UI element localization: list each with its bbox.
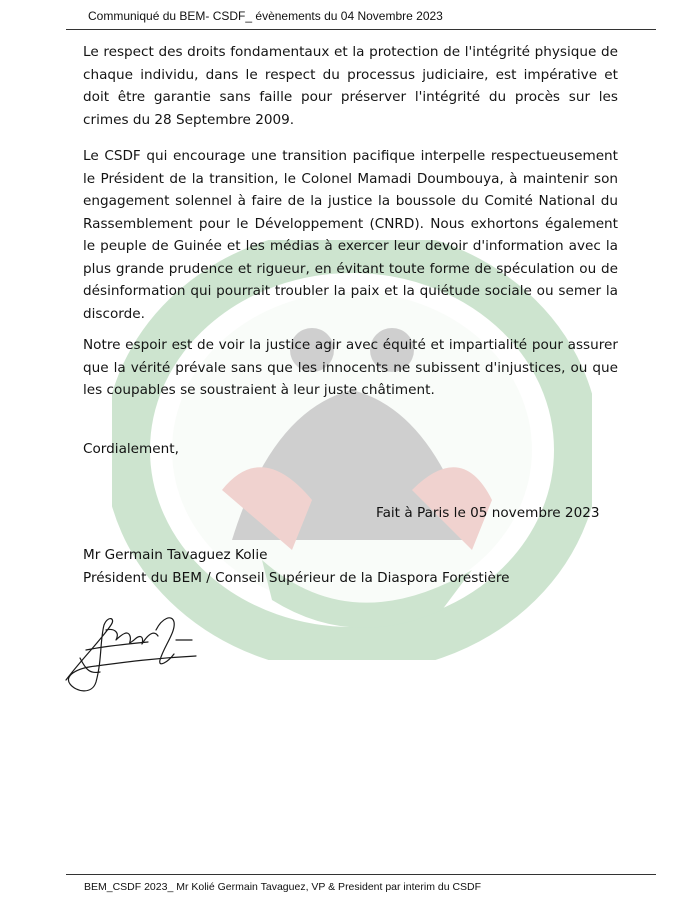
page-header-title: Communiqué du BEM- CSDF_ évènements du 04 Novembre 2023 [88, 9, 443, 23]
header-divider [66, 29, 656, 30]
signatory-title: Président du BEM / Conseil Supérieur de la Diaspora Forestière [83, 570, 510, 586]
footer-divider [66, 874, 656, 875]
page-footer-text: BEM_CSDF 2023_ Mr Kolié Germain Tavaguez, VP & President par interim du CSDF [84, 881, 482, 893]
signature-icon [56, 600, 206, 695]
paragraph-2: Le CSDF qui encourage une transition pacifique interpelle respectueusement le Président de la transition, le Colonel Mamadi Doumbouya, à maintenir son engagement solennel à faire de la justice la boussole du Comité National du Rassemblement pour le Développement (CNRD). Nous exhortons également le peuple de Guinée et les médias à exercer leur devoir d'information avec la plus grande prudence et rigueur, en évitant toute forme de spéculation ou de désinformation qui pourrait troubler la paix et la quiétude sociale ou semer la discorde. [83, 148, 618, 322]
signatory-name: Mr Germain Tavaguez Kolie [83, 547, 268, 563]
paragraph-1: Le respect des droits fondamentaux et la protection de l'intégrité physique de chaque individu, dans le respect du processus judiciaire, est impérative et doit être garantie sans faille pour préserver l'intégrité du procès sur les crimes du 28 Septembre 2009. [83, 44, 618, 128]
paragraph-3: Notre espoir est de voir la justice agir avec équité et impartialité pour assurer que la vérité prévale sans que les innocents ne subissent d'injustices, ou que les coupables se soustraient à leur juste châtiment. [83, 337, 618, 398]
place-and-date: Fait à Paris le 05 novembre 2023 [376, 505, 600, 521]
salutation: Cordialement, [83, 441, 179, 457]
